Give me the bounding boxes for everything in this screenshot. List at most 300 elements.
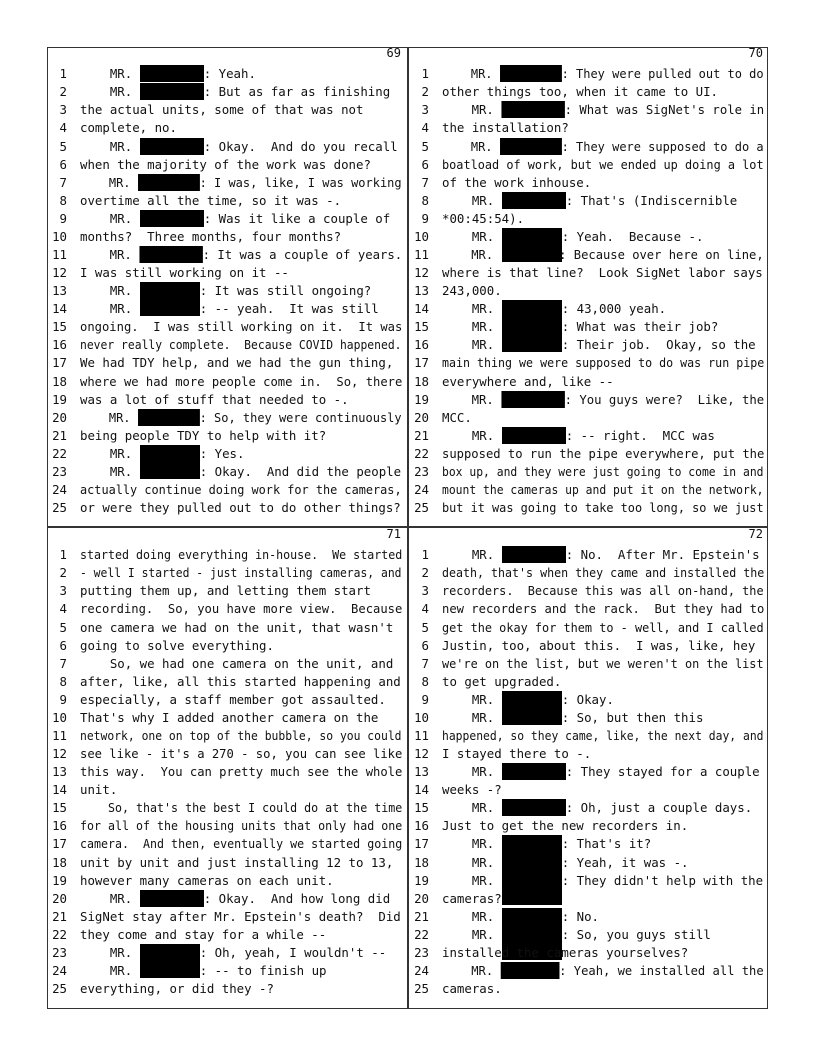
line-segment: : No. After Mr. Epstein's [565, 547, 760, 563]
line-number: 13 [52, 283, 67, 299]
line-text [80, 709, 378, 727]
line-segment: : Yeah. [203, 66, 256, 82]
line-text [80, 156, 371, 174]
transcript-line [409, 637, 769, 655]
line-text [442, 781, 502, 799]
line-text [80, 727, 402, 745]
transcript-line [47, 336, 407, 354]
line-segment: - well I started - just installing cameras, and [80, 565, 402, 581]
page-number: 72 [748, 527, 763, 541]
transcript-line [409, 445, 769, 463]
line-segment: : They were pulled out to do [561, 66, 764, 82]
line-segment: MR. [442, 337, 502, 353]
line-text [80, 481, 402, 499]
line-segment: MCC. [442, 409, 472, 425]
transcript-line [47, 354, 407, 372]
line-text [442, 83, 718, 101]
line-text [80, 300, 379, 318]
line-text [442, 246, 764, 264]
line-segment: MR. [80, 445, 140, 461]
transcript-line [409, 962, 769, 980]
line-number: 2 [421, 84, 429, 100]
line-number: 9 [59, 691, 67, 707]
transcript-line [47, 962, 407, 980]
line-segment: I stayed there to -. [442, 746, 592, 762]
line-number: 5 [59, 619, 67, 635]
line-segment: : Okay. And do you recall [203, 138, 398, 154]
line-number: 2 [421, 565, 429, 581]
line-number: 4 [59, 120, 67, 136]
transcript-line [409, 138, 769, 156]
line-text [442, 890, 502, 908]
line-text [80, 427, 326, 445]
line-number: 17 [52, 836, 67, 852]
line-number: 6 [59, 156, 67, 172]
line-segment: MR. [442, 228, 502, 244]
line-number: 1 [59, 66, 67, 82]
transcript-line [47, 282, 407, 300]
line-text [80, 373, 402, 391]
transcript-line [409, 709, 769, 727]
redaction-box [502, 926, 562, 927]
line-text [442, 156, 764, 174]
line-text [80, 817, 402, 835]
redaction-box [500, 138, 562, 155]
line-number: 25 [414, 981, 429, 997]
line-segment: they come and stay for a while -- [80, 926, 327, 942]
line-number: 17 [52, 355, 67, 371]
line-segment: unit. [80, 782, 118, 798]
line-segment: : It was still ongoing? [199, 283, 372, 299]
line-segment: started doing everything in-house. We started [80, 547, 403, 563]
redaction-box [140, 138, 204, 155]
line-segment: to get upgraded. [442, 673, 562, 689]
transcript-line [409, 854, 769, 872]
line-segment: : You guys were? Like, the [564, 391, 765, 407]
line-number: 19 [414, 391, 429, 407]
transcript-line [47, 409, 407, 427]
transcript-line [47, 373, 407, 391]
line-segment: however many cameras on each unit. [80, 872, 334, 888]
line-segment: : Yes. [199, 445, 245, 461]
line-number: 23 [52, 944, 67, 960]
line-number: 15 [52, 319, 67, 335]
redaction-box [140, 210, 204, 227]
line-number: 11 [52, 728, 67, 743]
transcript-line [47, 300, 407, 318]
transcript-line [47, 101, 407, 119]
line-segment: weeks -? [442, 782, 502, 798]
line-text [80, 854, 393, 872]
redaction-box [501, 391, 564, 408]
line-text [80, 980, 274, 998]
line-text [442, 409, 472, 427]
transcript-line [409, 246, 769, 264]
transcript-line [47, 318, 407, 336]
transcript-line [409, 336, 769, 354]
transcript-line [409, 119, 769, 137]
line-segment: : Oh, just a couple days. [565, 800, 753, 816]
line-number: 19 [52, 391, 67, 407]
line-text [442, 499, 764, 517]
transcript-line [409, 546, 769, 564]
line-segment: MR. [442, 908, 502, 924]
line-number: 10 [414, 709, 429, 725]
line-text [442, 546, 760, 564]
line-text [80, 835, 402, 853]
line-number: 3 [59, 583, 67, 599]
line-segment: MR. [442, 391, 502, 407]
line-text [80, 926, 326, 944]
line-text [80, 210, 390, 228]
transcript-line [409, 264, 769, 282]
line-number: 16 [414, 818, 429, 834]
line-number: 18 [52, 854, 67, 870]
transcript-line [47, 174, 407, 192]
transcript-line [47, 655, 407, 673]
transcript-line [409, 727, 769, 745]
transcript-line [47, 926, 407, 944]
line-text [80, 637, 274, 655]
line-segment: Justin, too, about this. I was, like, hey [442, 637, 756, 653]
line-number: 8 [59, 192, 67, 208]
line-segment: happened, so they came, like, the next day, and [442, 728, 764, 743]
transcript-line [409, 192, 769, 210]
redaction-box [140, 962, 200, 963]
line-number: 4 [421, 601, 429, 617]
line-text [80, 336, 402, 354]
transcript-line [409, 691, 769, 709]
line-segment: of the work inhouse. [442, 174, 592, 190]
line-text [442, 391, 764, 409]
line-segment: : Okay. And did the people [199, 463, 402, 479]
line-segment: : Because over here on line, [559, 247, 764, 262]
transcript-page-72 [409, 528, 769, 1008]
transcript-line [47, 192, 407, 210]
transcript-line [409, 835, 769, 853]
line-number: 18 [414, 373, 429, 389]
line-segment: MR. [442, 764, 502, 780]
line-number: 22 [414, 445, 429, 461]
line-segment: MR. [80, 174, 138, 190]
line-number: 2 [59, 84, 67, 100]
transcript-line [47, 600, 407, 618]
redaction-box [140, 83, 204, 100]
line-segment: was a lot of stuff that needed to -. [80, 391, 349, 407]
line-segment: MR. [442, 102, 502, 118]
line-text [442, 872, 763, 890]
transcript-page-69 [47, 47, 407, 527]
redaction-box [502, 192, 566, 209]
line-segment: camera. And then, eventually we started going [80, 836, 403, 852]
line-text [80, 65, 256, 83]
line-number: 25 [52, 500, 67, 516]
line-segment: recording. So, you have more view. Because [80, 601, 403, 617]
line-segment: MR. [80, 66, 140, 82]
line-number: 18 [414, 854, 429, 870]
transcript-line [409, 600, 769, 618]
line-segment: MR. [80, 210, 140, 226]
line-segment: mount the cameras up and put it on the network, [442, 482, 764, 498]
line-text [442, 354, 764, 372]
line-segment: MR. [442, 427, 502, 443]
line-text [442, 427, 715, 445]
transcript-line [409, 156, 769, 174]
line-segment: cameras. [442, 981, 502, 997]
transcript-line [47, 499, 407, 517]
line-segment: MR. [80, 409, 138, 425]
transcript-line [47, 691, 407, 709]
line-number: 7 [59, 174, 67, 190]
line-segment: this way. You can pretty much see the whole [80, 764, 403, 780]
line-number: 18 [52, 373, 67, 389]
line-segment: : Yeah, it was -. [561, 854, 689, 870]
line-segment: see like - it's a 270 - so, you can see like [80, 746, 403, 762]
redaction-box [502, 709, 562, 710]
line-segment: death, that's when they came and installed the [442, 565, 765, 581]
redaction-box [502, 546, 566, 563]
transcript-line [47, 210, 407, 228]
transcript-line [47, 463, 407, 481]
transcript-line [409, 463, 769, 481]
line-segment: boatload of work, but we ended up doing a lot [442, 156, 764, 172]
redaction-box [500, 246, 559, 247]
line-number: 1 [59, 547, 67, 563]
line-segment: MR. [442, 547, 502, 563]
line-segment: : They didn't help with the [561, 872, 764, 888]
line-segment: : Okay. And how long did [203, 890, 391, 906]
line-number: 13 [414, 283, 429, 299]
line-text [442, 192, 737, 210]
line-segment: : No. [561, 908, 599, 924]
line-text [442, 463, 764, 481]
line-number: 14 [52, 301, 67, 317]
line-number: 20 [52, 890, 67, 906]
line-segment: MR. [442, 963, 501, 979]
line-text [442, 763, 760, 781]
line-segment: So, that's the best I could do at the time [80, 800, 403, 816]
line-text [80, 691, 386, 709]
transcript-line [47, 908, 407, 926]
transcript-line [47, 119, 407, 137]
transcript-line [47, 980, 407, 998]
line-number: 10 [52, 228, 67, 244]
transcript-line [409, 564, 769, 582]
line-segment: : Oh, yeah, I wouldn't -- [199, 944, 387, 960]
line-segment: MR. [442, 319, 502, 335]
line-segment: MR. [80, 283, 140, 299]
transcript-line [409, 763, 769, 781]
line-number: 7 [421, 174, 429, 190]
transcript-line [409, 391, 769, 409]
redaction-box [502, 763, 566, 780]
line-text [80, 318, 402, 336]
transcript-line [47, 944, 407, 962]
redaction-box [502, 336, 562, 337]
line-text [80, 546, 402, 564]
transcript-line [47, 763, 407, 781]
line-text [80, 763, 402, 781]
line-segment: MR. [80, 463, 140, 479]
line-text [442, 709, 703, 727]
line-number: 16 [52, 337, 67, 353]
transcript-line [409, 582, 769, 600]
line-segment: cameras? [442, 890, 502, 906]
transcript-line [409, 481, 769, 499]
line-text [80, 264, 289, 282]
line-segment: never really complete. Because COVID happened. [80, 337, 402, 353]
line-number: 25 [414, 500, 429, 516]
line-text [80, 619, 393, 637]
transcript-line [47, 546, 407, 564]
line-segment: Just to get the new recorders in. [442, 818, 689, 834]
transcript-line [409, 817, 769, 835]
redaction-box [140, 300, 200, 301]
line-text [442, 138, 764, 156]
line-segment: but it was going to take too long, so we just [442, 500, 764, 516]
transcript-line [47, 65, 407, 83]
line-segment: main thing we were supposed to do was run pipe [442, 355, 765, 371]
line-segment: installed the cameras yourselves? [442, 944, 689, 960]
line-text [442, 445, 764, 463]
line-segment: one camera we had on the unit, that wasn't [80, 619, 394, 635]
line-segment: MR. [442, 926, 502, 942]
transcript-line [47, 246, 407, 264]
line-number: 24 [52, 963, 67, 979]
transcript-line [47, 673, 407, 691]
line-segment: MR. [80, 944, 140, 960]
line-segment: especially, a staff member got assaulted. [80, 691, 386, 707]
transcript-line [409, 427, 769, 445]
transcript-page-71 [47, 528, 407, 1008]
line-segment: MR. [442, 691, 502, 707]
line-text [80, 872, 334, 890]
transcript-line [409, 980, 769, 998]
line-text [442, 318, 718, 336]
transcript-line [47, 391, 407, 409]
line-number: 6 [421, 637, 429, 653]
line-number: 23 [414, 463, 429, 479]
line-number: 1 [421, 547, 429, 563]
line-text [80, 463, 401, 481]
line-segment: MR. [442, 247, 501, 262]
line-segment: recorders. Because this was all on-hand, the [442, 583, 764, 599]
line-number: 22 [52, 445, 67, 461]
transcript-line [409, 799, 769, 817]
line-number: 11 [52, 247, 67, 262]
transcript-line [47, 481, 407, 499]
transcript-line [47, 582, 407, 600]
line-text [442, 564, 764, 582]
line-number: 25 [52, 981, 67, 997]
line-segment: : -- yeah. It was still [199, 301, 379, 317]
transcript-line [409, 944, 769, 962]
line-number: 12 [52, 265, 67, 281]
line-segment: we're on the list, but we weren't on the list [442, 655, 764, 671]
line-segment: That's why I added another camera on the [80, 709, 379, 725]
transcript-page-70 [409, 47, 769, 527]
line-segment: : 43,000 yeah. [561, 301, 667, 317]
line-text [442, 799, 752, 817]
line-number: 3 [421, 583, 429, 599]
transcript-line [47, 799, 407, 817]
line-segment: SigNet stay after Mr. Epstein's death? Did [80, 908, 401, 924]
line-segment: MR. [80, 138, 140, 154]
redaction-box [501, 101, 564, 118]
line-number: 21 [414, 908, 429, 924]
line-number: 6 [59, 637, 67, 653]
line-number: 14 [52, 782, 67, 798]
line-number: 15 [414, 319, 429, 335]
line-text [442, 65, 764, 83]
line-segment: : -- to finish up [199, 963, 327, 979]
redaction-box [138, 174, 200, 191]
line-text [442, 962, 764, 980]
line-text [80, 101, 363, 119]
line-segment: MR. [80, 890, 140, 906]
transcript-line [409, 926, 769, 944]
line-text [442, 637, 755, 655]
line-segment: : So, they were continuously [199, 409, 402, 425]
transcript-line [409, 745, 769, 763]
line-text [442, 210, 524, 228]
line-text [80, 409, 402, 427]
line-number: 19 [52, 872, 67, 888]
line-segment: MR. [80, 963, 140, 979]
redaction-box [500, 962, 559, 979]
line-segment: *00:45:54). [442, 210, 525, 226]
line-text [80, 655, 393, 673]
transcript-line [47, 427, 407, 445]
line-text [442, 600, 764, 618]
page-number: 70 [748, 46, 763, 60]
line-number: 14 [414, 301, 429, 317]
transcript-line [47, 890, 407, 908]
line-number: 4 [421, 120, 429, 136]
page-number: 69 [386, 46, 401, 60]
line-text [80, 962, 327, 980]
line-text [80, 138, 398, 156]
line-number: 10 [52, 709, 67, 725]
line-number: 7 [421, 655, 429, 671]
line-segment: : Was it like a couple of [203, 210, 391, 226]
line-segment: putting them up, and letting them start [80, 583, 371, 599]
transcript-line [47, 745, 407, 763]
line-number: 21 [414, 427, 429, 443]
line-text [442, 101, 764, 119]
line-text [80, 354, 393, 372]
line-segment: : Yeah, we installed all the [559, 963, 764, 979]
transcript-line [409, 174, 769, 192]
line-number: 20 [414, 890, 429, 906]
line-number: 24 [414, 963, 429, 979]
transcript-line [47, 854, 407, 872]
transcript-line [409, 101, 769, 119]
line-text [442, 673, 561, 691]
transcript-line [409, 65, 769, 83]
line-text [442, 336, 756, 354]
line-segment: everywhere and, like -- [442, 373, 614, 389]
line-segment: complete, no. [80, 120, 177, 136]
line-segment: : That's it? [561, 836, 652, 852]
line-segment: : That's (Indiscernible [565, 192, 738, 208]
line-number: 9 [421, 210, 429, 226]
line-segment: get the okay for them to - well, and I called [442, 619, 764, 635]
line-segment: overtime all the time, so it was -. [80, 192, 342, 208]
line-number: 22 [52, 926, 67, 942]
line-segment: everything, or did they -? [80, 981, 274, 997]
line-text [80, 600, 402, 618]
